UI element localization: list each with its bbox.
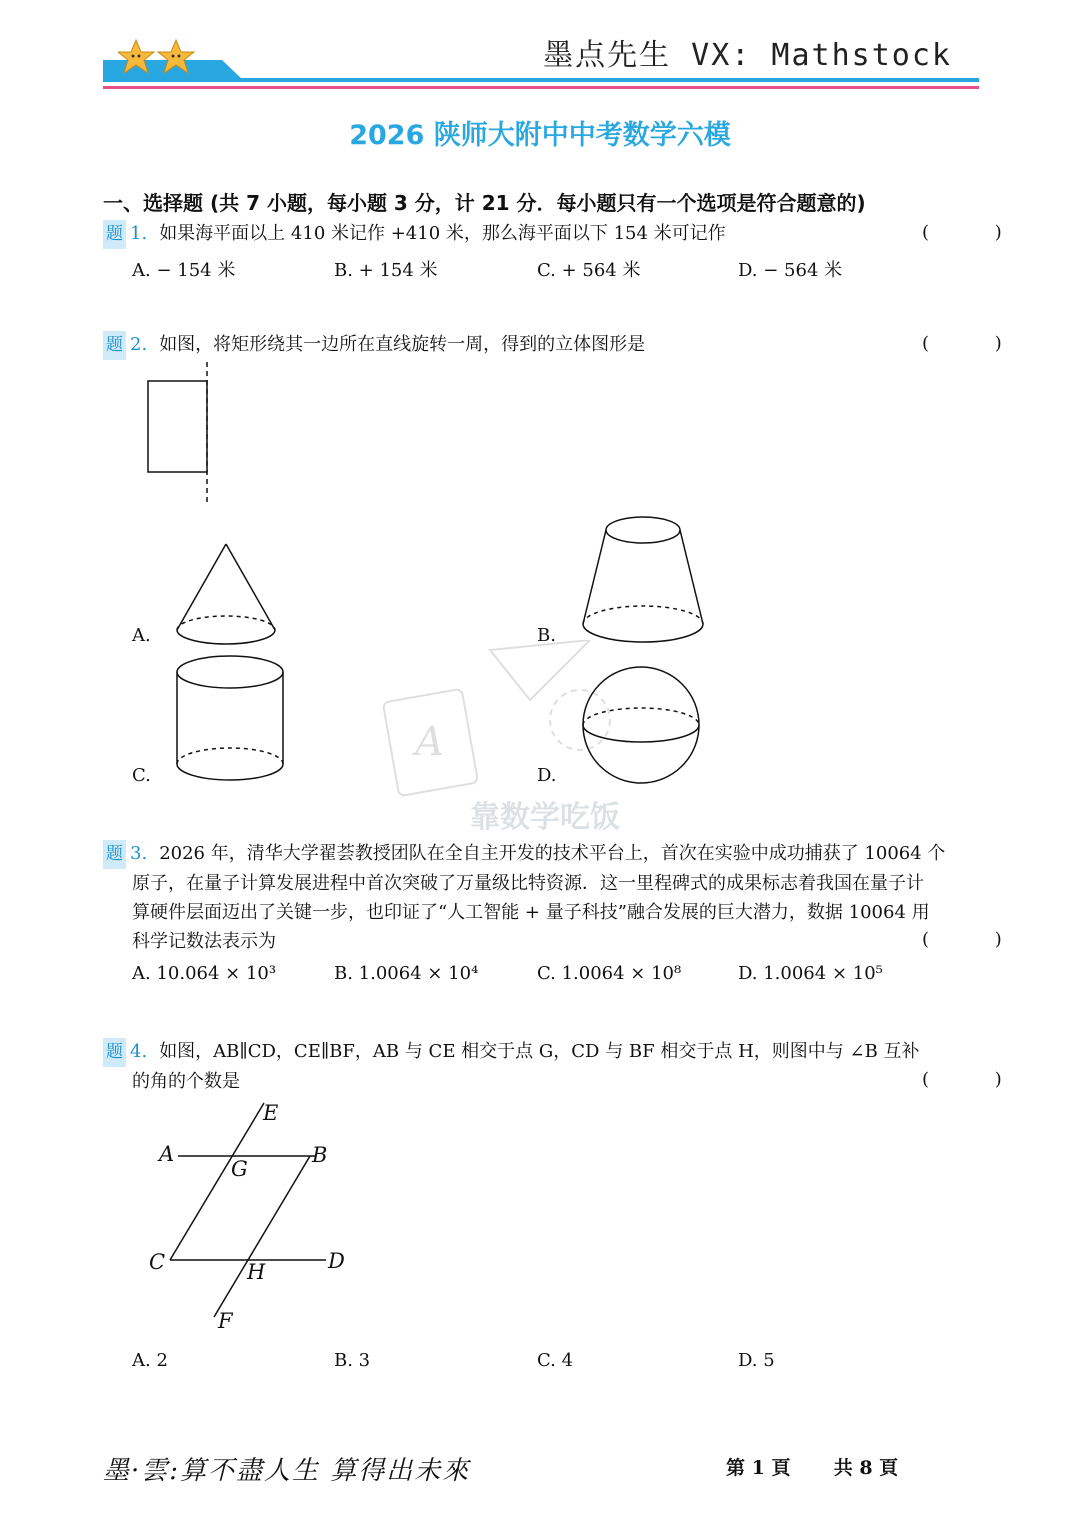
- answer-paren: ( ): [922, 929, 1032, 950]
- page-total: 共 8 頁: [833, 1457, 899, 1479]
- section-heading: 一、选择题 (共 7 小题，每小题 3 分，计 21 分．每小题只有一个选项是符合题意的): [103, 191, 866, 215]
- watermark-text: 靠数学吃饭: [470, 800, 620, 835]
- question-line-4: 科学记数法表示为: [132, 931, 276, 952]
- point-label-h: H: [247, 1260, 266, 1284]
- page-number: 第 1 頁: [726, 1457, 791, 1479]
- header-rule-pink: [103, 86, 979, 89]
- option-a: A. 2: [132, 1350, 168, 1371]
- option-b: B. 1.0064 × 10⁴: [334, 963, 479, 984]
- option-b: B.: [537, 625, 556, 646]
- point-label-c: C: [149, 1250, 166, 1274]
- svg-text:A: A: [415, 719, 444, 765]
- question-number: 3.: [130, 843, 148, 864]
- option-d: D. 5: [738, 1350, 775, 1371]
- question-tag: 题: [103, 1038, 126, 1067]
- question-text: 如果海平面以上 410 米记作 +410 米，那么海平面以下 154 米可记作: [159, 223, 726, 244]
- question-text: 如图，将矩形绕其一边所在直线旋转一周，得到的立体图形是: [159, 334, 646, 355]
- question-number: 2.: [130, 334, 148, 355]
- question-line-2: 的角的个数是: [132, 1071, 240, 1092]
- question-1: [103, 219, 726, 249]
- point-label-b: B: [312, 1143, 328, 1167]
- question-line-2: 原子，在量子计算发展进程中首次突破了万量级比特资源．这一里程碑式的成果标志着我国在量子计: [132, 873, 924, 894]
- frustum-figure: [578, 512, 708, 652]
- footer-motto: 墨·雲:算不盡人生 算得出未來: [103, 1456, 471, 1486]
- point-label-f: F: [218, 1309, 233, 1333]
- question-number: 4.: [130, 1041, 148, 1062]
- page-title: 2026 陕师大附中中考数学六模: [349, 120, 731, 151]
- option-d: D. 1.0064 × 10⁵: [738, 963, 883, 984]
- rectangle-figure: [140, 360, 220, 505]
- option-a: A.: [132, 625, 151, 646]
- option-c: C.: [132, 765, 151, 786]
- option-d: D. − 564 米: [738, 260, 843, 281]
- answer-paren: ( ): [922, 222, 1032, 243]
- point-label-d: D: [328, 1249, 345, 1273]
- option-d: D.: [537, 765, 557, 786]
- point-label-g: G: [231, 1157, 248, 1181]
- option-a: A. 10.064 × 10³: [132, 963, 277, 984]
- option-b: B. 3: [334, 1350, 371, 1371]
- question-number: 1.: [130, 223, 148, 244]
- cone-figure: [170, 538, 282, 650]
- parallel-lines-figure: [140, 1095, 360, 1335]
- cylinder-figure: [170, 650, 290, 790]
- option-c: C. 4: [537, 1350, 574, 1371]
- question-tag: 题: [103, 220, 126, 249]
- question-3: [103, 839, 983, 956]
- option-a: A. − 154 米: [132, 260, 236, 281]
- question-line-3: 算硬件层面迈出了关键一步，也印证了“人工智能 + 量子科技”融合发展的巨大潜力，数据 10064 用: [132, 902, 930, 923]
- header-brand: 墨点先生 VX: Mathstock: [543, 38, 952, 73]
- option-c: C. 1.0064 × 10⁸: [537, 963, 682, 984]
- answer-paren: ( ): [922, 1069, 1032, 1090]
- question-line-1: 如图，AB∥CD，CE∥BF，AB 与 CE 相交于点 G，CD 与 BF 相交于点 H，则图中与 ∠B 互补: [159, 1041, 920, 1062]
- question-4: [103, 1037, 983, 1096]
- option-c: C. + 564 米: [537, 260, 641, 281]
- question-tag: 题: [103, 840, 126, 869]
- footer-page-info: [726, 1453, 898, 1480]
- point-label-a: A: [159, 1142, 175, 1166]
- option-b: B. + 154 米: [334, 260, 438, 281]
- header-rule-blue: [103, 78, 979, 82]
- question-2: [103, 330, 645, 360]
- answer-paren: ( ): [922, 333, 1032, 354]
- point-label-e: E: [263, 1101, 279, 1125]
- question-line-1: 2026 年，清华大学翟荟教授团队在全自主开发的技术平台上，首次在实验中成功捕获了 10064 个: [159, 843, 946, 864]
- question-tag: 题: [103, 331, 126, 360]
